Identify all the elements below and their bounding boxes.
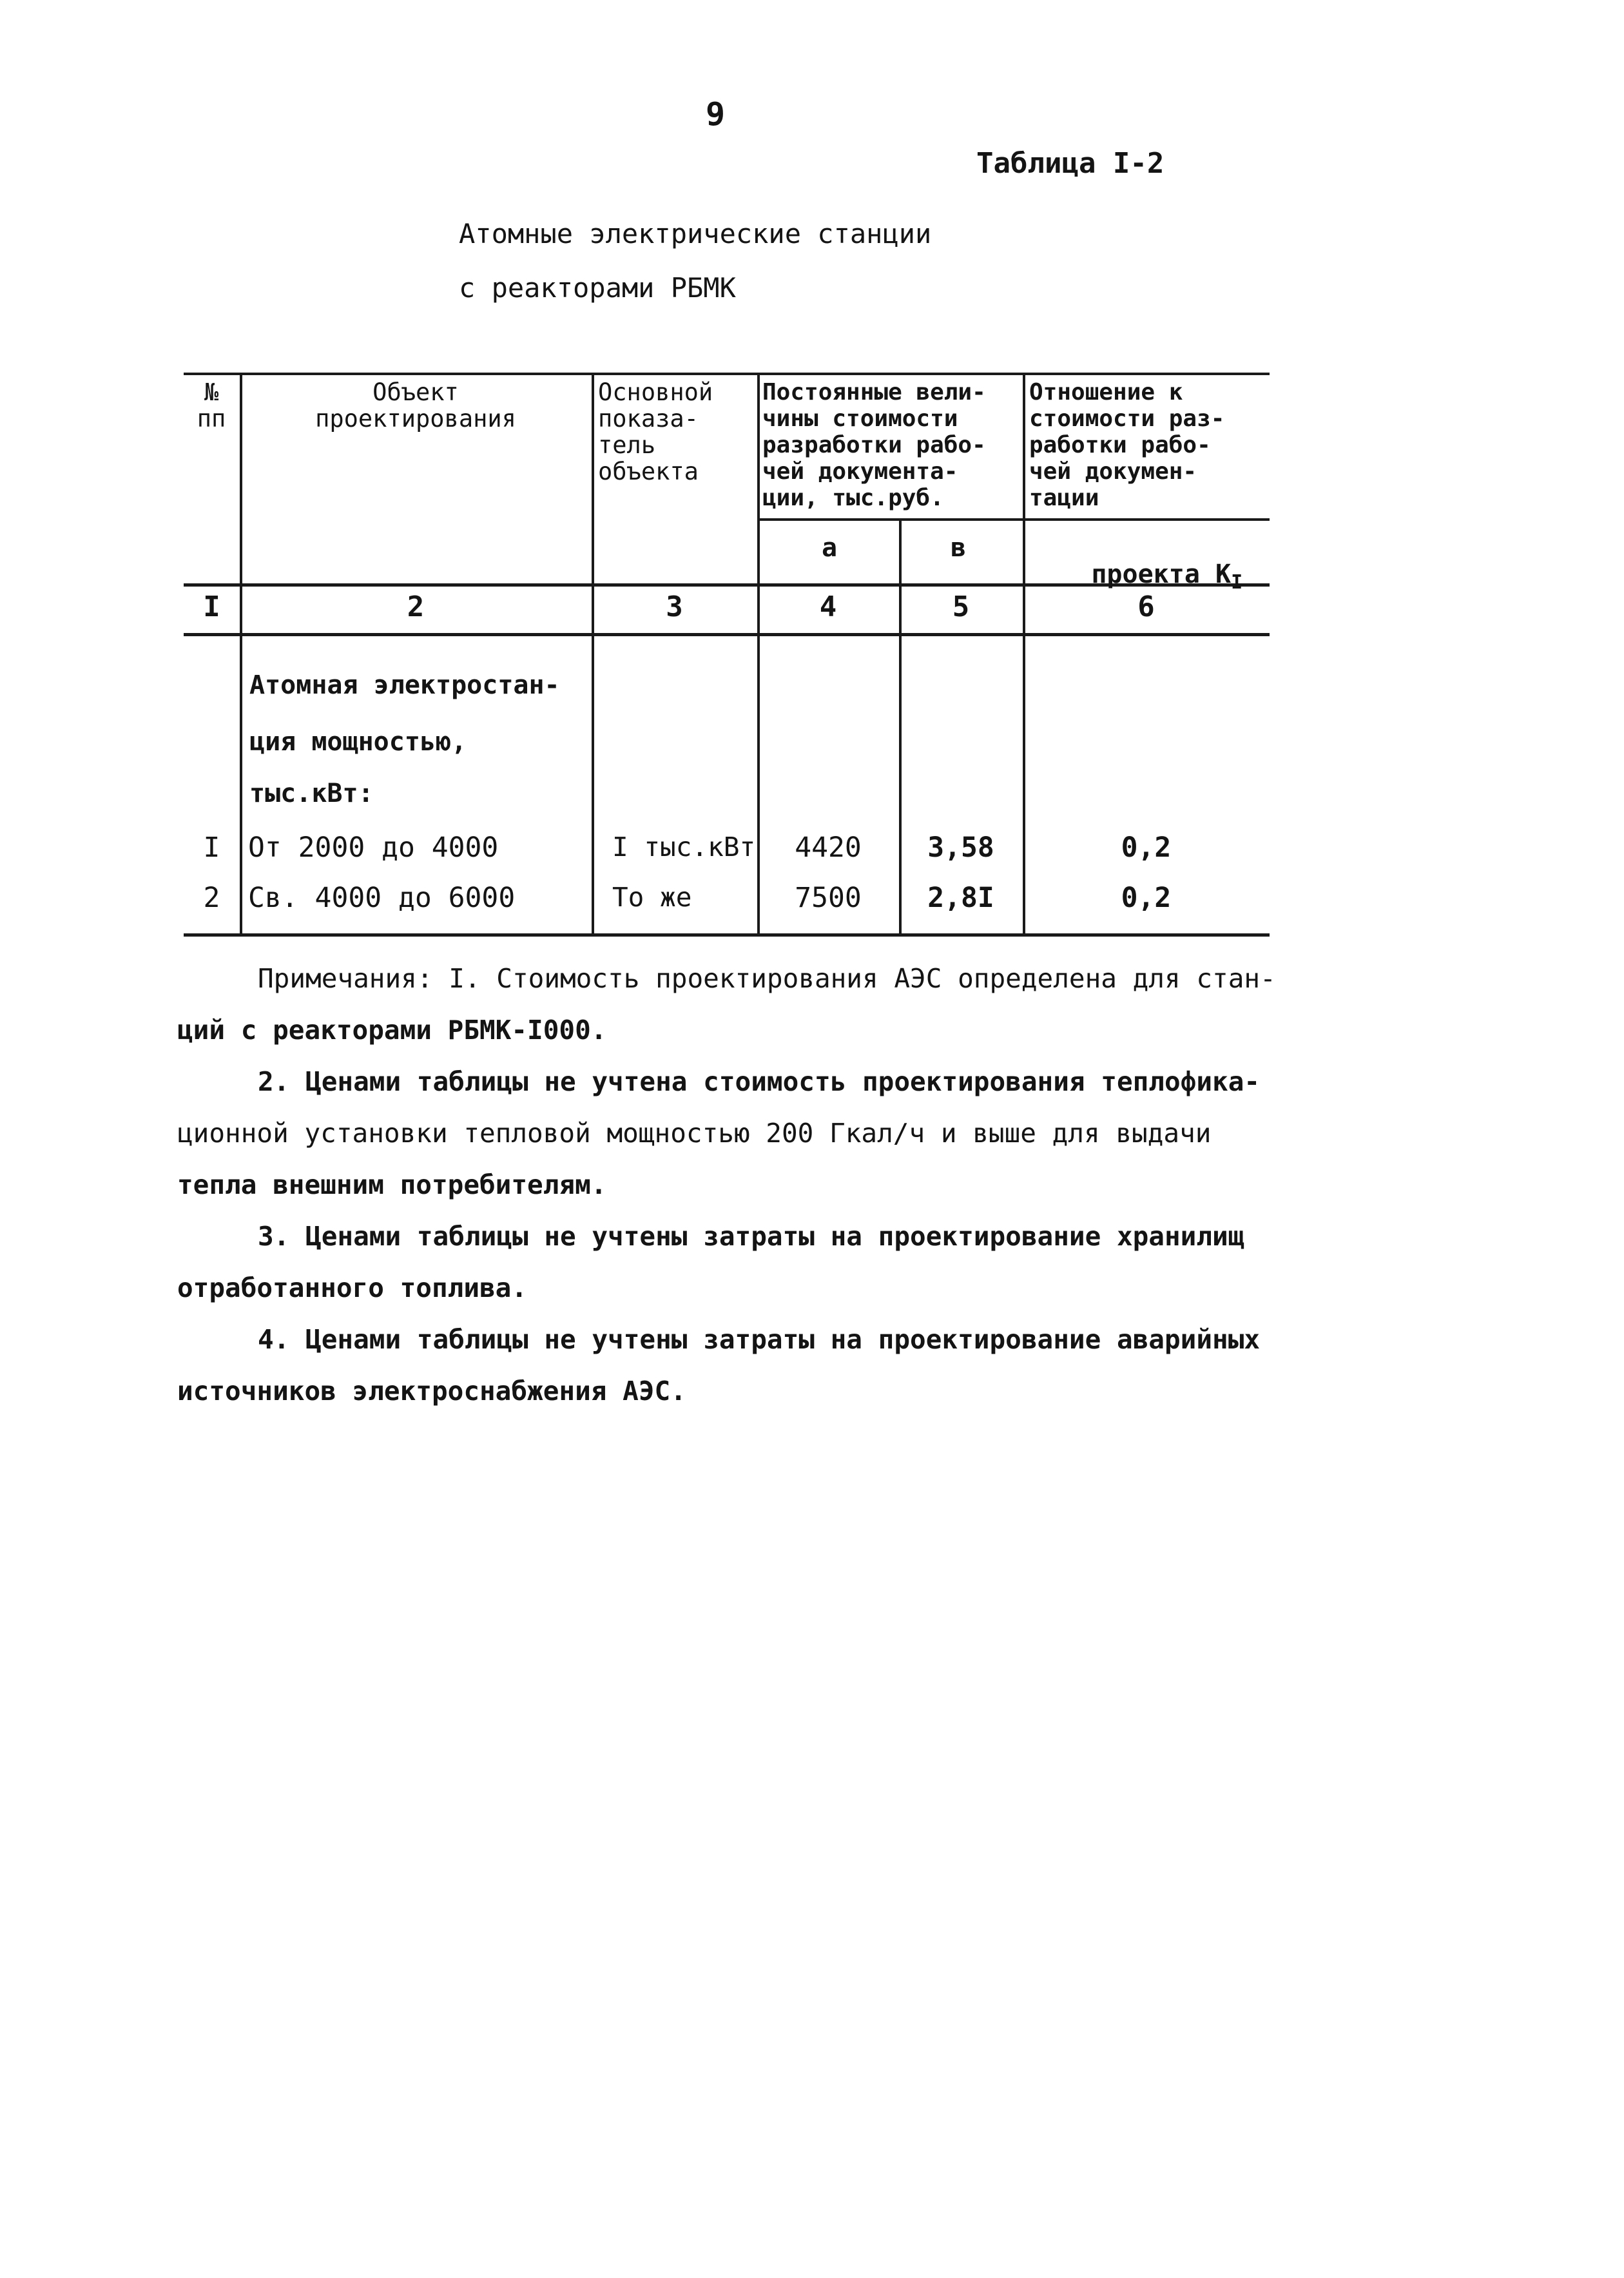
- group-caption-line-1: Атомная электростан-: [249, 670, 560, 700]
- column-number-5: 5: [952, 590, 970, 623]
- row-2-ratio: 0,2: [1121, 882, 1172, 914]
- note-4-line-2: источников электроснабжения АЭС.: [177, 1376, 686, 1407]
- column-number-1: I: [203, 590, 220, 623]
- column-number-6: 6: [1137, 590, 1155, 623]
- row-1-indicator: I тыс.кВт: [612, 832, 756, 862]
- cost-table: [184, 373, 1270, 940]
- table-top-rule: [184, 373, 1270, 375]
- note-2-line-2: ционной установки тепловой мощностью 200 Гкал/ч и выше для выдачи: [177, 1118, 1212, 1149]
- header-sub-a: а: [822, 533, 838, 563]
- row-2-object: Св. 4000 до 6000: [248, 882, 516, 914]
- note-4-line-1: 4. Ценами таблицы не учтены затраты на проектирование аварийных: [258, 1324, 1261, 1355]
- table-bottom-rule: [184, 933, 1270, 937]
- note-2-line-3: тепла внешним потребителям.: [177, 1169, 607, 1200]
- header-number: № пп: [197, 378, 226, 433]
- header-ratio-bottom-text: проекта К: [1091, 560, 1232, 589]
- row-2-number: 2: [203, 882, 220, 914]
- note-3-line-2: отработанного топлива.: [177, 1272, 528, 1303]
- column-divider-2: [592, 373, 594, 937]
- header-ratio: Отношение к стоимости раз- работки рабо- чей докумен- тации: [1029, 379, 1225, 511]
- column-numbers-rule: [184, 633, 1270, 636]
- table-title-line-1: Атомные электрические станции: [459, 218, 932, 249]
- column-divider-1: [240, 373, 242, 937]
- row-2-value-a: 7500: [795, 882, 862, 914]
- column-number-3: 3: [666, 590, 683, 623]
- row-1-ratio: 0,2: [1121, 832, 1172, 864]
- group-caption-line-3: тыс.кВт:: [249, 779, 374, 808]
- row-1-value-a: 4420: [795, 832, 862, 864]
- row-1-object: От 2000 до 4000: [248, 832, 499, 864]
- row-2-value-b: 2,8I: [927, 882, 994, 914]
- header-object: Объект проектирования: [315, 378, 516, 433]
- page-number: 9: [706, 95, 726, 133]
- group-caption-line-2: ция мощностью,: [249, 727, 467, 757]
- note-3-line-1: 3. Ценами таблицы не учтены затраты на проектирование хранилищ: [258, 1221, 1244, 1252]
- table-title-line-2: с реакторами РБМК: [459, 272, 736, 304]
- header-indicator: Основной показа- тель объекта: [598, 378, 713, 485]
- column-divider-4: [899, 518, 902, 937]
- row-1-number: I: [203, 832, 220, 864]
- table-label: Таблица I-2: [976, 147, 1165, 180]
- header-constant-values: Постоянные вели- чины стоимости разработки рабо- чей документа- ции, тыс.руб.: [762, 379, 986, 511]
- row-1-value-b: 3,58: [927, 832, 994, 864]
- column-number-2: 2: [407, 590, 425, 623]
- note-1-line-1: Примечания: I. Стоимость проектирования АЭС определена для стан-: [258, 963, 1276, 994]
- header-sub-rule: [757, 518, 1270, 521]
- note-1-line-2: ций с реакторами РБМК-I000.: [177, 1015, 607, 1046]
- header-ratio-subscript: I: [1231, 571, 1243, 594]
- note-2-line-1: 2. Ценами таблицы не учтена стоимость проектирования теплофика-: [258, 1066, 1261, 1097]
- column-number-4: 4: [819, 590, 837, 623]
- row-2-indicator: То же: [612, 882, 692, 913]
- header-sub-b: в: [951, 533, 967, 563]
